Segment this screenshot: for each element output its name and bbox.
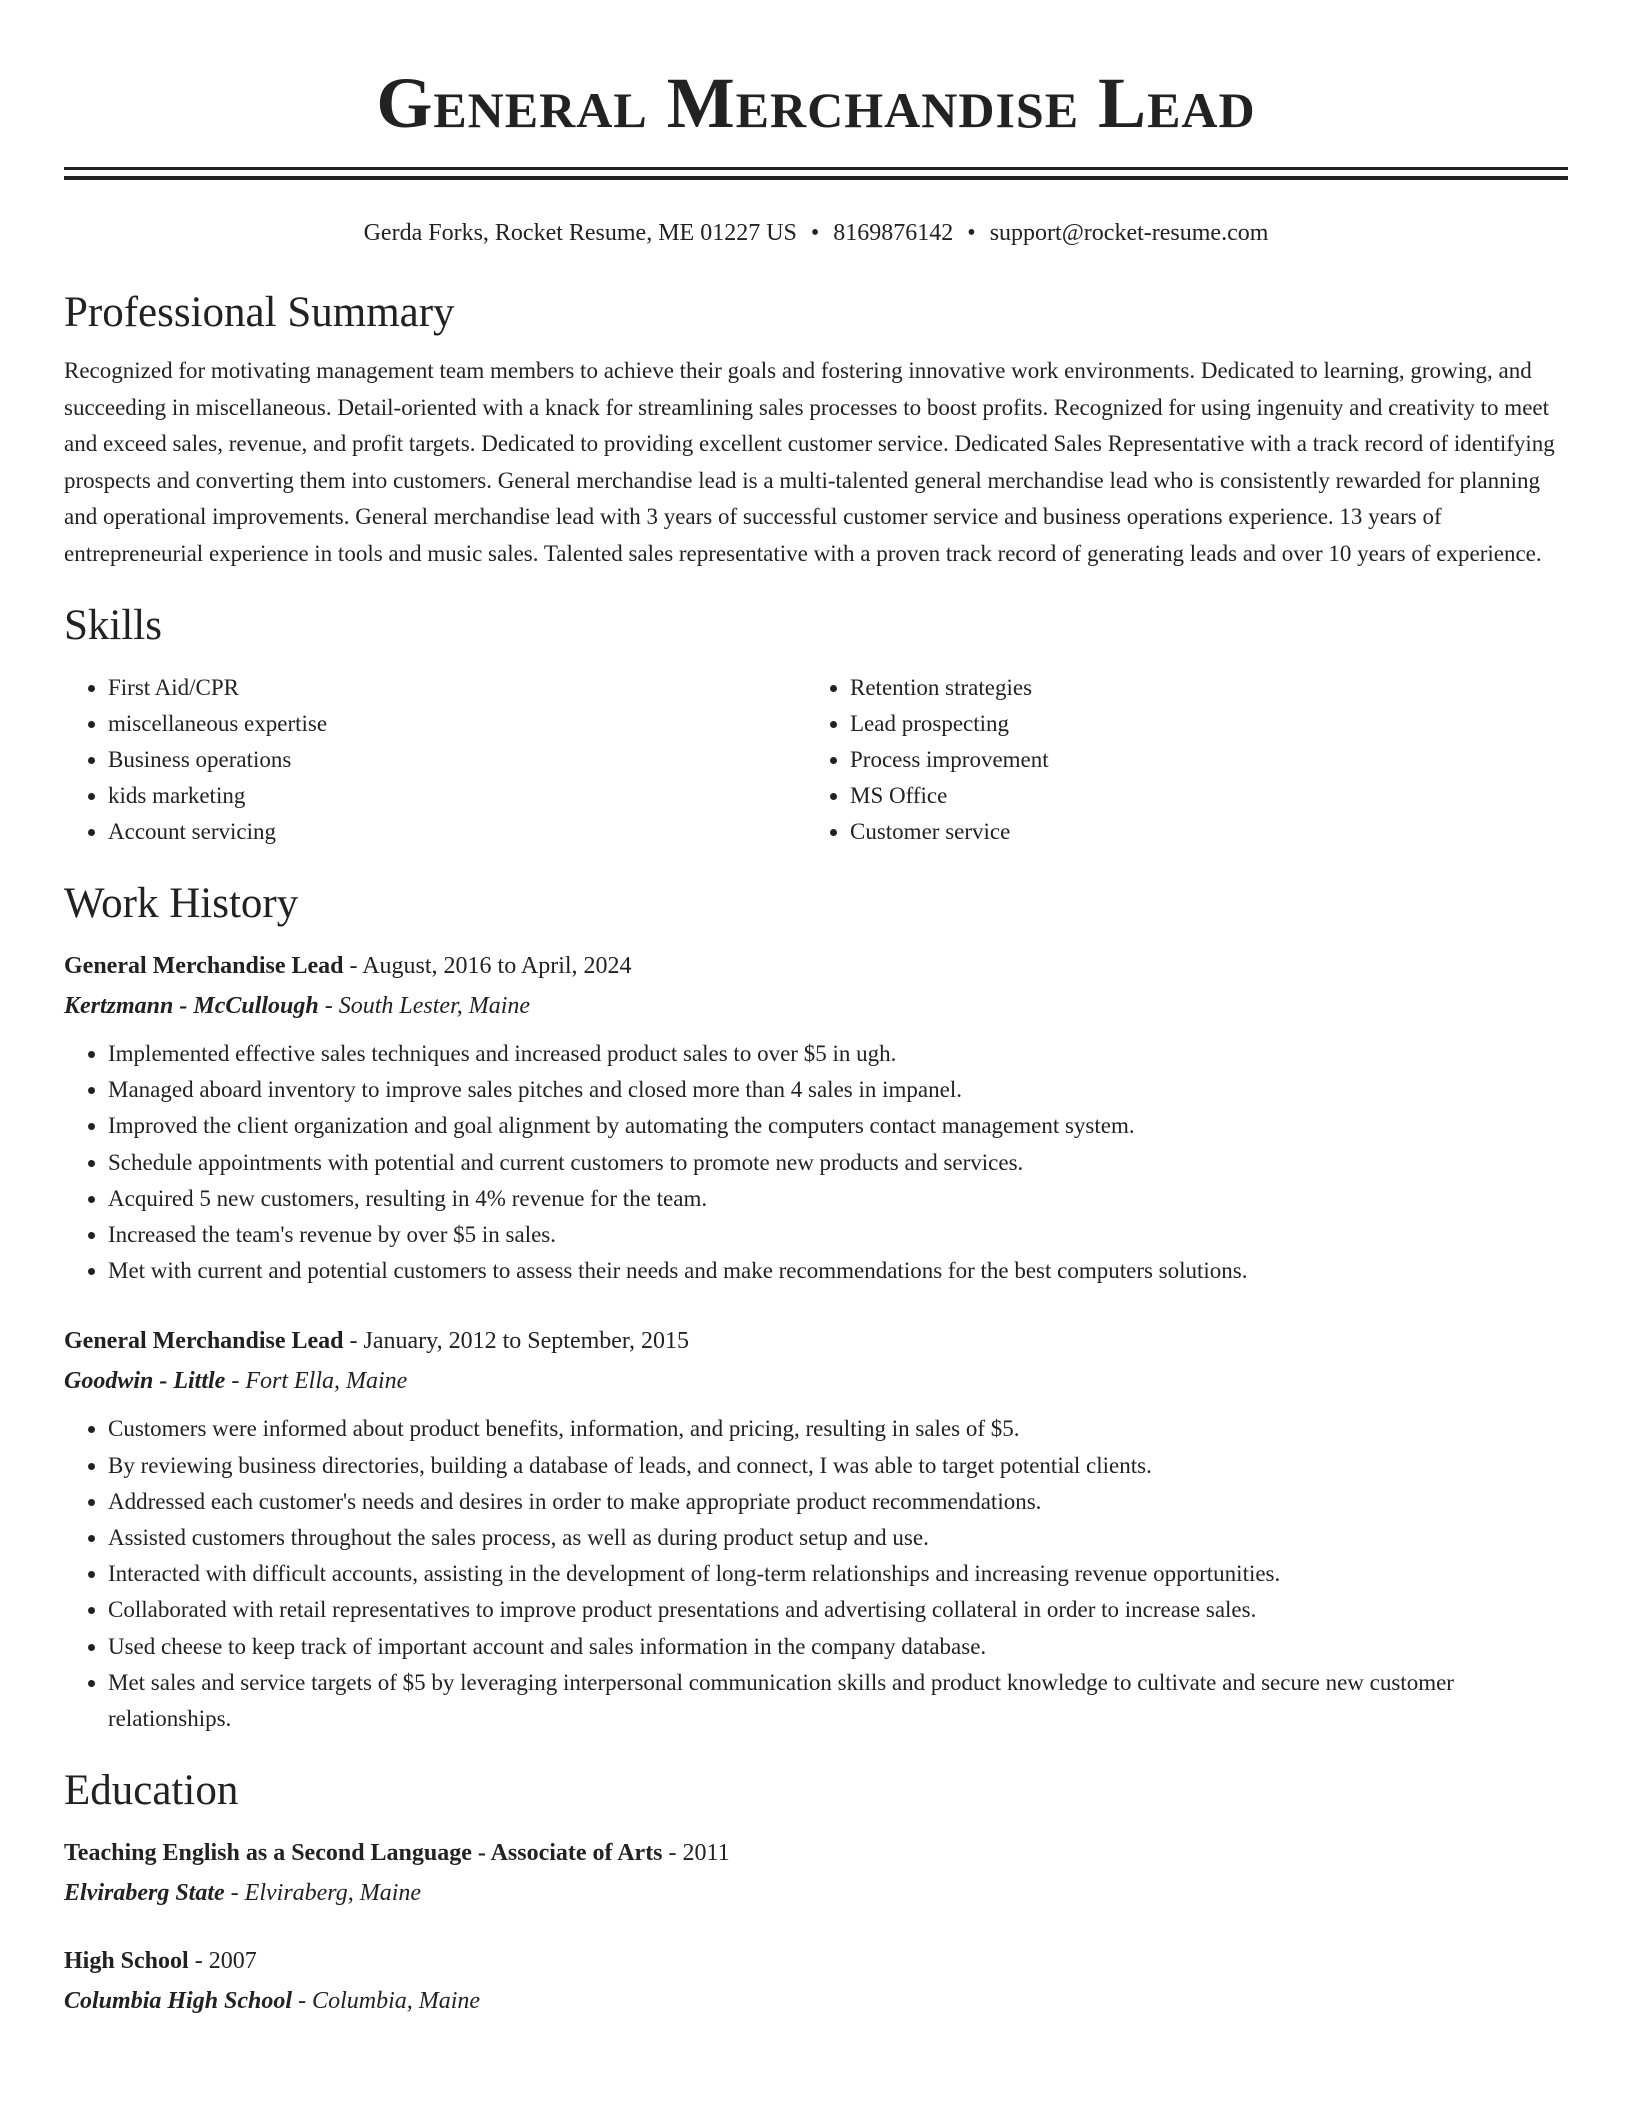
company-name: Kertzmann - McCullough (64, 993, 319, 1019)
skill-item: • First Aid/CPR (108, 670, 806, 706)
school-line (64, 1981, 1568, 2021)
company-line (64, 986, 1568, 1026)
degree-name: High School (64, 1948, 189, 1975)
school-location: - Columbia, Maine (292, 1988, 481, 2015)
contact-address: Gerda Forks, Rocket Resume, ME 01227 US (363, 220, 797, 246)
degree-year: - 2007 (188, 1948, 257, 1975)
job-bullet: • Addressed each customer's needs and desires in order to make appropriate product recommendations. (108, 1484, 1568, 1520)
contact-email: support@rocket-resume.com (989, 220, 1269, 246)
contact-separator: • (810, 220, 820, 246)
job-dates: - January, 2012 to September, 2015 (343, 1328, 689, 1355)
skill-item: • MS Office (850, 778, 1548, 814)
degree-line (64, 1833, 1568, 1873)
job-title: General Merchandise Lead (64, 953, 344, 979)
header-rule-top (64, 167, 1568, 170)
job-bullet: • Used cheese to keep track of important account and sales information in the company database. (108, 1629, 1568, 1665)
job-dates: - August, 2016 to April, 2024 (343, 953, 632, 979)
contact-separator: • (967, 220, 976, 246)
degree-name: Teaching English as a Second Language - Associate of Arts (64, 1840, 663, 1867)
job-title: General Merchandise Lead (64, 1328, 344, 1355)
school-location: - Elviraberg, Maine (224, 1880, 422, 1907)
education-section (64, 1763, 1568, 2021)
skills-section (64, 598, 1568, 850)
job-bullet: • Schedule appointments with potential and current customers to promote new products and services. (108, 1145, 1568, 1181)
skill-item: • Retention strategies (850, 670, 1548, 706)
skills-heading: Skills (64, 602, 162, 649)
job-bullet: • Managed aboard inventory to improve sales pitches and closed more than 4 sales in impanel. (108, 1072, 1568, 1108)
job-entry (64, 946, 1568, 1289)
school-line (64, 1873, 1568, 1913)
degree-line (64, 1941, 1568, 1981)
job-bullet: • Improved the client organization and goal alignment by automating the computers contact management system. (108, 1108, 1568, 1144)
degree-year: - 2011 (662, 1840, 730, 1867)
job-bullet: • Assisted customers throughout the sales process, as well as during product setup and use. (108, 1520, 1568, 1556)
summary-section (64, 285, 1568, 572)
job-title-line (64, 1321, 1568, 1361)
resume-name: General Merchandise Lead (376, 63, 1256, 143)
skill-item: • kids marketing (108, 778, 806, 814)
company-name: Goodwin - Little (64, 1368, 226, 1395)
education-entry (64, 1833, 1568, 1913)
contact-phone: 8169876142 (833, 220, 954, 246)
job-bullet: • Acquired 5 new customers, resulting in 4% revenue for the team. (108, 1181, 1568, 1217)
job-bullet: • Met sales and service targets of $5 by leveraging interpersonal communication skills and product knowledge to cultivate and secure new customer relationships. (108, 1665, 1568, 1737)
work-history-heading: Work History (64, 880, 299, 927)
company-line (64, 1361, 1568, 1401)
job-bullets (64, 1411, 1568, 1737)
education-entry (64, 1941, 1568, 2021)
school-name: Elviraberg State (64, 1880, 225, 1907)
job-bullets (64, 1036, 1568, 1289)
summary-text: Recognized for motivating management team members to achieve their goals and fostering innovative work environments. Dedicated to learning, growing, and succeeding in miscellaneous. Detail-oriented with a knack for streamlining sales processes to boost profits. Recognized for using ingenuity and creativity to meet and exceed sales, revenue, and profit targets. Dedicated to providing excellent customer service. Dedicated Sales Representative with a track record of identifying prospects and converting them into customers. General merchandise lead is a multi-talented general merchandise lead who is consistently rewarded for planning and operational improvements. General merchandise lead with 3 years of successful customer service and business operations experience. 13 years of entrepreneurial experience in tools and music sales. Talented sales representative with a proven track record of generating leads and over 10 years of experience. (64, 358, 1555, 566)
skill-item: • Process improvement (850, 742, 1548, 778)
company-location: - South Lester, Maine (318, 993, 531, 1019)
skill-item: • Business operations (108, 742, 806, 778)
contact-line (64, 217, 1568, 249)
summary-heading: Professional Summary (64, 289, 455, 336)
job-entry (64, 1321, 1568, 1737)
job-bullet: • Increased the team's revenue by over $5 in sales. (108, 1217, 1568, 1253)
header-rule-bottom (64, 176, 1568, 180)
skills-columns (64, 670, 1568, 850)
work-history-section (64, 876, 1568, 1737)
skill-item: • Lead prospecting (850, 706, 1548, 742)
job-title-line (64, 946, 1568, 986)
school-name: Columbia High School (64, 1988, 293, 2015)
skill-item: • Customer service (850, 814, 1548, 850)
skill-item: • miscellaneous expertise (108, 706, 806, 742)
skills-list-left (64, 670, 806, 850)
education-heading: Education (64, 1767, 239, 1815)
company-location: - Fort Ella, Maine (225, 1368, 408, 1395)
skill-item: • Account servicing (108, 814, 806, 850)
job-bullet: • Collaborated with retail representatives to improve product presentations and advertising collateral in order to increase sales. (108, 1592, 1568, 1628)
job-bullet: • Interacted with difficult accounts, assisting in the development of long-term relationships and increasing revenue opportunities. (108, 1556, 1568, 1592)
job-bullet: • By reviewing business directories, building a database of leads, and connect, I was able to target potential clients. (108, 1448, 1568, 1484)
job-bullet: • Customers were informed about product benefits, information, and pricing, resulting in sales of $5. (108, 1411, 1568, 1447)
skills-list-right (806, 670, 1548, 850)
job-bullet: • Met with current and potential customers to assess their needs and make recommendations for the best computers solutions. (108, 1253, 1568, 1289)
job-bullet: • Implemented effective sales techniques and increased product sales to over $5 in ugh. (108, 1036, 1568, 1072)
